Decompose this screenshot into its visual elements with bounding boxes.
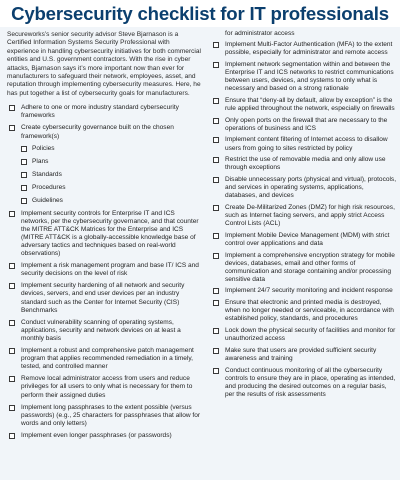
checkbox[interactable] [21, 146, 27, 152]
checklist-item-removable-media [211, 156, 397, 172]
checklist-item-text: Implement security controls for Enterprise IT and ICS networks, per the cybersecurity governance, and that counter the MITRE ATT&CK Matrices for the Enterprise and ICS (MITRE ATT&CK is a globally-accessible knowledge base of adversary tactics and techniques based on real-world observations) [21, 209, 199, 258]
checkbox[interactable] [213, 253, 219, 259]
checkbox[interactable] [213, 288, 219, 294]
sub-item-text: Guidelines [32, 196, 63, 204]
checklist-item-deny-all [211, 97, 397, 113]
checkbox[interactable] [9, 433, 15, 439]
checkbox[interactable] [9, 211, 15, 217]
page-title: Cybersecurity checklist for IT professionals [11, 2, 389, 24]
checklist-item-mfa [211, 41, 397, 57]
checkbox[interactable] [9, 320, 15, 326]
checkbox[interactable] [21, 185, 27, 191]
checklist-item-segmentation [211, 61, 397, 93]
checklist-item-dmz [211, 204, 397, 228]
checklist-item-text: Restrict the use of removable media and only allow use through exceptions [225, 156, 386, 172]
left-column [0, 27, 207, 480]
checklist-item-text: Implement long passphrases to the extent possible (versus passwords) (e.g., 25 characters for passphrases that allow for words and only letters) [21, 403, 201, 427]
checkbox[interactable] [213, 328, 219, 334]
governance-sublist [21, 145, 203, 205]
checklist-item-text: Lock down the physical security of facilities and monitor for unauthorized access [225, 327, 396, 343]
checklist-item-text: Implement security hardening of all network and security devices, servers, and end user devices per an industry standard such as the Center for Internet Security (CIS) Benchmarks [21, 282, 185, 314]
checklist-item-risk-management [7, 262, 203, 278]
checkbox[interactable] [213, 205, 219, 211]
checkbox[interactable] [213, 348, 219, 354]
intro-paragraph: Secureworks’s senior security advisor Steve Bjarnason is a Certified Information Systems Security Professional with experience in handling cybersecurity initiatives for both commercial entities and U.S. government contractors. With the rise in cyber attacks, Bjarnason says it’s more important now than ever for manufacturers to safeguard their network, employees, asset, and reputation through implementing cybersecurity measures. Here, he has put together a list of cybersecurity goals for manufacturers. [7, 31, 201, 97]
checklist-item-disable-ports [211, 176, 397, 200]
sub-item-standards [21, 171, 203, 179]
checklist-item-media-destruction [211, 299, 397, 323]
sub-item-text: Procedures [32, 183, 66, 191]
checkbox[interactable] [9, 283, 15, 289]
checkbox[interactable] [9, 263, 15, 269]
checklist-item-continuous-monitoring [211, 367, 397, 399]
checkbox[interactable] [213, 368, 219, 374]
checkbox[interactable] [9, 105, 15, 111]
checkbox[interactable] [213, 62, 219, 68]
checkbox[interactable] [213, 157, 219, 163]
checklist-item-passphrases [7, 404, 203, 428]
checklist-item-text: Adhere to one or more industry standard cybersecurity frameworks [21, 104, 179, 120]
checklist-item-text: Disable unnecessary ports (physical and virtual), protocols, and services in operating systems, applications, databases, and devices [225, 175, 397, 200]
checkbox[interactable] [9, 125, 15, 131]
checklist-item-physical-security [211, 327, 397, 343]
checkbox[interactable] [9, 376, 15, 382]
checklist-item-text: Implement a comprehensive encryption strategy for mobile devices, databases, email and other forms of communication and storage containing and/or processing sensitive data [225, 251, 395, 283]
right-column [207, 27, 400, 480]
checklist-item-text: Implement Multi-Factor Authentication (MFA) to the extent possible, especially for administrator and remote access [225, 41, 393, 57]
checklist-item-text: Implement even longer passphrases (or passwords) [21, 431, 172, 439]
checklist-item-text: Implement a robust and comprehensive patch management program that applies recommended remediation in a timely, tested, and controlled manner [21, 347, 194, 371]
checklist-item-awareness-training [211, 347, 397, 363]
checkbox[interactable] [21, 198, 27, 204]
left-checklist [7, 104, 203, 440]
sub-item-text: Plans [32, 157, 49, 165]
checklist-item-text: Create De-Militarized Zones (DMZ) for high risk resources, such as Internet facing servers, and apply strict Access Control Lists (ACL) [225, 203, 395, 228]
checkbox[interactable] [21, 159, 27, 165]
checklist-item-mdm [211, 232, 397, 248]
checkbox[interactable] [213, 118, 219, 124]
checklist-item-text: Implement network segmentation within and between the Enterprise IT and ICS networks to restrict communications between users, devices, and systems to only what is necessary and based on a strong rationale [225, 60, 394, 93]
checkbox[interactable] [213, 42, 219, 48]
checklist-item-text: Conduct continuous monitoring of all the cybersecurity controls to ensure they are in place, operating as intended, and producing the desired outcomes on a regular basis, per the results of risk assessments [225, 366, 396, 398]
checklist-item-content-filtering [211, 136, 397, 152]
checklist-item-text: Implement content filtering of Internet access to disallow users from going to sites restricted by policy [225, 136, 388, 152]
checkbox[interactable] [21, 172, 27, 178]
checklist-item-longer-passphrases [7, 432, 203, 440]
checklist-item-text: Remove local administrator access from users and reduce privileges for all users to only what is necessary for them to perform their assigned duties [21, 375, 193, 399]
checklist-item-firewall-ports [211, 117, 397, 133]
checkbox[interactable] [9, 348, 15, 354]
checklist-item-hardening [7, 282, 203, 314]
sub-item-procedures [21, 184, 203, 192]
checkbox[interactable] [213, 137, 219, 143]
checklist-item-admin-access [7, 375, 203, 399]
checklist-item-text: Only open ports on the firewall that are necessary to the operations of business and ICS [225, 116, 388, 132]
checkbox[interactable] [213, 98, 219, 104]
checklist-item-text: Make sure that users are provided sufficient security awareness and training [225, 346, 377, 362]
checklist-item-governance [7, 124, 203, 204]
checklist-item-text: Ensure that electronic and printed media is destroyed, when no longer needed or serviceable, in accordance with established policy, standards, and procedures [225, 299, 394, 323]
checklist-item-text: Implement Mobile Device Management (MDM) with strict control over applications and data [225, 231, 390, 247]
checklist-item-security-controls [7, 210, 203, 259]
title-bar [0, 0, 400, 27]
sub-item-plans [21, 158, 203, 166]
checklist-item-vulnerability-scanning [7, 319, 203, 343]
checklist-item-text: Implement 24/7 security monitoring and incident response [225, 287, 393, 295]
checkbox[interactable] [213, 233, 219, 239]
checklist-item-frameworks [7, 104, 203, 120]
checklist-item-monitoring [211, 287, 397, 295]
checkbox[interactable] [213, 300, 219, 306]
sub-item-text: Policies [32, 144, 55, 152]
checkbox[interactable] [213, 177, 219, 183]
checklist-item-text: Create cybersecurity governance built on the chosen framework(s) [21, 124, 174, 140]
continued-item-text: for administrator access [225, 30, 295, 37]
right-checklist [211, 41, 397, 399]
sub-item-policies [21, 145, 203, 153]
sub-item-text: Standards [32, 170, 62, 178]
checkbox[interactable] [9, 405, 15, 411]
checklist-item-text: Conduct vulnerability scanning of operating systems, applications, security and network devices on at least a monthly basis [21, 318, 181, 342]
checklist-item-text: Implement a risk management program and base IT/ ICS and security decisions on the level of risk [21, 262, 199, 278]
checklist-columns [0, 27, 400, 480]
sub-item-guidelines [21, 197, 203, 205]
checklist-item-text: Ensure that “deny-all by default, allow by exception” is the rule applied throughout the network, especially on firewalls [225, 96, 395, 112]
checklist-item-encryption [211, 252, 397, 284]
checklist-item-patch-management [7, 347, 203, 371]
